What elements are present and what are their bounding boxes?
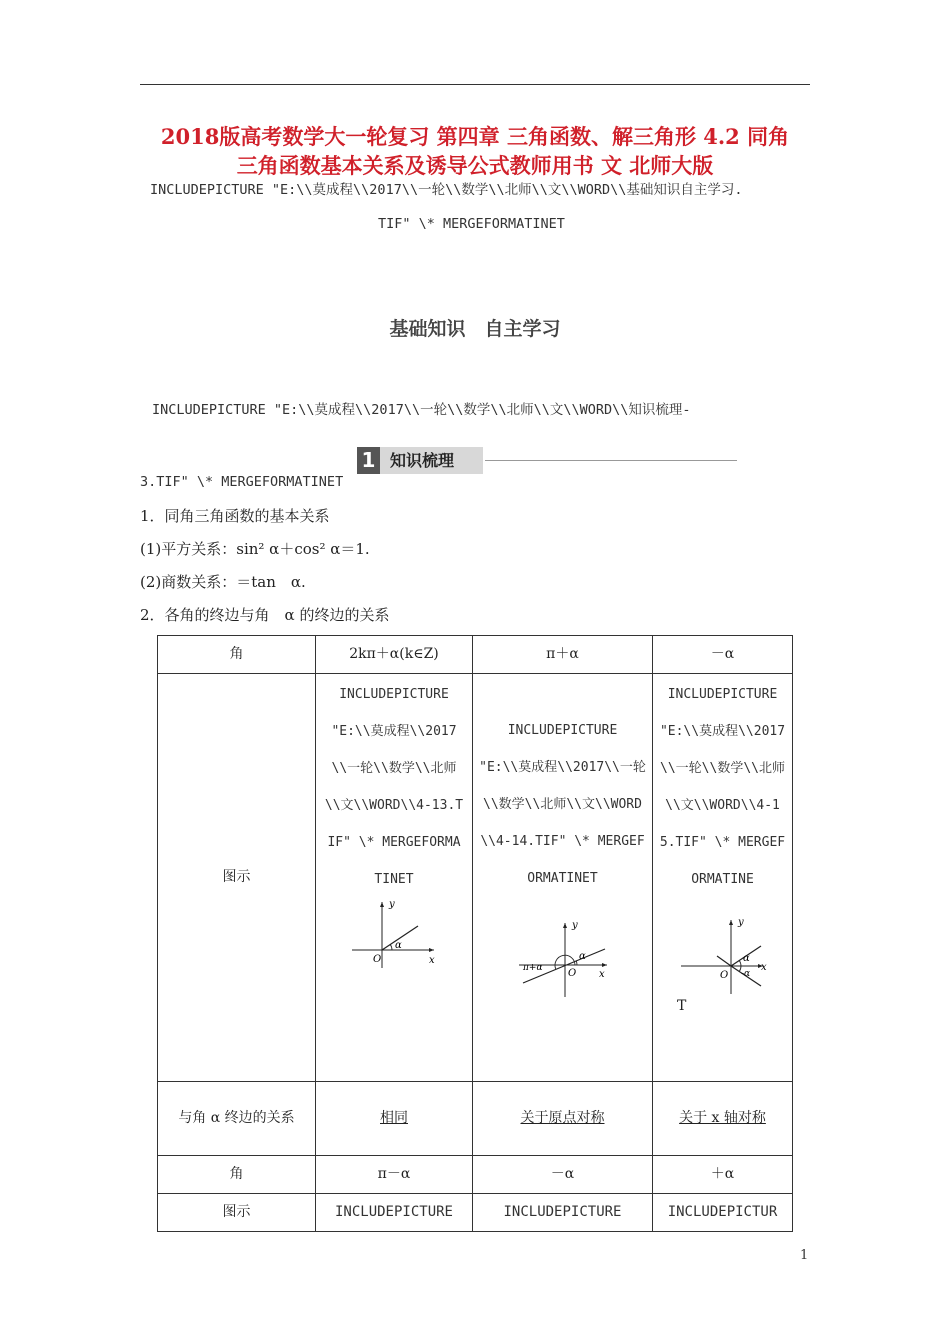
table-cell: 角 [158, 636, 316, 674]
fig-origin-label: O [719, 970, 728, 981]
fig-alpha-label: α [395, 940, 402, 951]
table-row [158, 1082, 793, 1156]
item-2: 2．各角的终边与角 α 的终边的关系 [140, 606, 390, 624]
fig-alpha-label: α [578, 951, 586, 962]
table-cell: 2kπ＋α(k∈Z) [316, 636, 473, 674]
figure-cell [316, 674, 473, 1082]
table-cell: 角 [158, 1156, 316, 1194]
section-title: 基础知识 自主学习 [389, 318, 561, 340]
table-row [158, 1194, 793, 1232]
badge-rule [485, 460, 737, 461]
field-code-line2: TIF" \* MERGEFORMATINET [378, 216, 565, 232]
top-rule [140, 84, 810, 85]
fig-origin-label: O [567, 968, 576, 979]
item-1-1: (1)平方关系：sin² α＋cos² α＝1. [140, 540, 370, 558]
field-code-line4: 3.TIF" \* MERGEFORMATINET [140, 474, 344, 490]
fig-x-label: x [598, 969, 605, 980]
figure-cell [473, 674, 653, 1082]
table-cell: 图示 [158, 674, 316, 1082]
table-cell: 相同 [316, 1082, 473, 1156]
fig-neg-alpha-label: -α [740, 969, 750, 979]
table-cell: INCLUDEPICTURE [473, 1194, 653, 1232]
field-code: INCLUDEPICTURE "E:\\莫成程\\2017\\一轮\\数学\\北师\\文\\WORD\\4-15.TIF" \* MERGEFORMATINE [659, 687, 786, 887]
figure-same-terminal-side [348, 898, 440, 970]
field-code-line1: INCLUDEPICTURE "E:\\莫成程\\2017\\一轮\\数学\\北师\\文\\WORD\\基础知识自主学习. [150, 182, 743, 198]
fig-x-label: x [429, 955, 435, 966]
table-cell: 关于 x 轴对称 [653, 1082, 793, 1156]
fig-y-label: y [737, 917, 744, 928]
table-cell: －α [653, 636, 793, 674]
table-row [158, 1156, 793, 1194]
table-cell: －α [473, 1156, 653, 1194]
table-cell: INCLUDEPICTURE [316, 1194, 473, 1232]
table-row [158, 674, 793, 1082]
item-1: 1．同角三角函数的基本关系 [140, 507, 330, 525]
table-cell: INCLUDEPICTUR [653, 1194, 793, 1232]
field-code-line3: INCLUDEPICTURE "E:\\莫成程\\2017\\一轮\\数学\\北师\\文\\WORD\\知识梳理- [152, 402, 691, 418]
fig-alpha-label: α [742, 953, 750, 964]
fig-origin-label: O [373, 954, 382, 965]
fig-y-label: y [571, 920, 578, 931]
badge-label: 知识梳理 [380, 447, 483, 474]
table-cell: 与角 α 终边的关系 [158, 1082, 316, 1156]
fig-x-label: x [760, 962, 767, 973]
table-cell: 图示 [158, 1194, 316, 1232]
table-cell: 关于原点对称 [473, 1082, 653, 1156]
field-code: INCLUDEPICTURE "E:\\莫成程\\2017\\一轮\\数学\\北师\\文\\WORD\\4-14.TIF" \* MERGEFORMATINET [479, 723, 646, 886]
table-cell: ＋α [653, 1156, 793, 1194]
angle-relation-table [157, 635, 793, 1232]
fig-y-label: y [389, 899, 395, 910]
fig-pi-plus-alpha-label: π+α [522, 963, 543, 973]
trailing-text: T [677, 998, 687, 1014]
page-number: 1 [800, 1248, 809, 1263]
figure-origin-symmetric [513, 919, 613, 999]
table-row [158, 636, 793, 674]
badge-number: 1 [357, 447, 380, 474]
table-cell: π＋α [473, 636, 653, 674]
field-code: INCLUDEPICTURE "E:\\莫成程\\2017\\一轮\\数学\\北师\\文\\WORD\\4-13.TIF" \* MERGEFORMATINET [324, 687, 464, 887]
item-1-2: (2)商数关系：＝tan α. [140, 573, 306, 591]
table-cell: π－α [316, 1156, 473, 1194]
figure-cell [653, 674, 793, 1082]
document-title-line2: 三角函数基本关系及诱导公式教师用书 文 北师大版 [236, 153, 714, 178]
figure-x-axis-symmetric [677, 916, 769, 996]
document-title-line1: 2018版高考数学大一轮复习 第四章 三角函数、解三角形 4.2 同角 [160, 124, 790, 149]
